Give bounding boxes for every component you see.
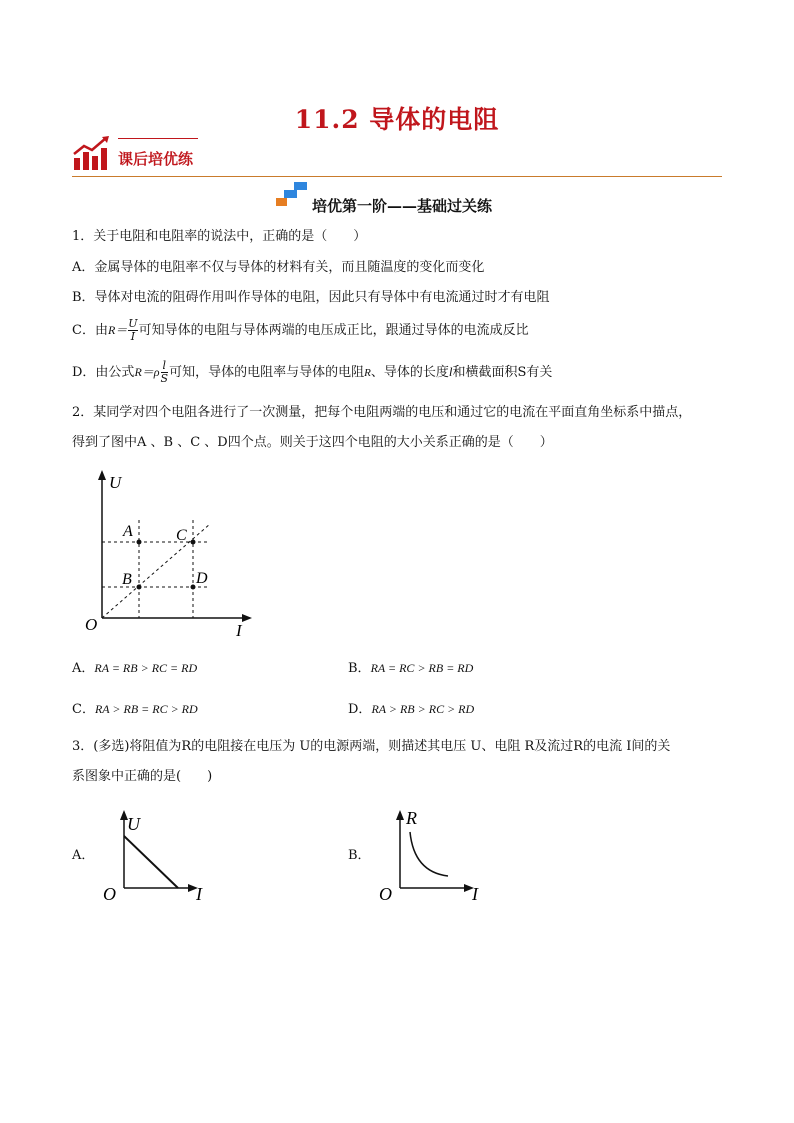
origin-label: O — [379, 884, 392, 904]
q1-option-d-l: l — [448, 364, 453, 379]
point-d — [191, 585, 196, 590]
origin-label: O — [85, 615, 98, 634]
q3-option-a-label: A． — [72, 848, 95, 863]
q2-option-a-math: RA = RB > RC = RD — [94, 661, 198, 675]
q1-option-d-text3: 和横截面积S有关 — [452, 365, 553, 380]
q3-stem-line1: 3．(多选)将阻值为R的电阻接在电压为 U的电源两端，则描述其电压 U、电阻 R及流过R的电流 I间的关 — [72, 739, 671, 754]
guide-diagonal — [102, 524, 210, 618]
x-axis-label: I — [472, 884, 478, 904]
point-d-label: D — [196, 570, 208, 587]
q2-option-d-math: RA > RB > RC > RD — [371, 702, 475, 716]
q2-ui-graph — [80, 468, 260, 640]
q2-stem-line2: 得到了图中A 、B 、C 、D四个点。则关于这四个电阻的大小关系正确的是（ ） — [72, 435, 553, 450]
q2-option-d-letter: D． — [348, 702, 372, 717]
fraction-denominator: I — [128, 330, 137, 343]
x-axis-label: I — [196, 884, 202, 904]
point-c — [191, 540, 196, 545]
q2-option-c-letter: C． — [72, 702, 95, 717]
y-axis-arrow-icon — [98, 470, 106, 480]
fraction-denominator: S — [160, 372, 169, 385]
q1-option-d — [72, 360, 552, 385]
section-title: 培优第一阶——基础过关练 — [312, 197, 493, 215]
y-axis-label: U — [127, 814, 140, 834]
q1-option-c — [72, 318, 529, 343]
point-b-label: B — [122, 571, 132, 588]
x-axis-label: I — [236, 621, 242, 640]
q2-option-c-math: RA > RB = RC > RD — [94, 702, 198, 716]
graph-line — [124, 836, 178, 888]
q1-option-c-prefix: C．由 — [72, 323, 108, 338]
header-accent-line — [118, 138, 198, 139]
q1-option-a: A．金属导体的电阻率不仅与导体的材料有关，而且随温度的变化而变化 — [72, 260, 485, 275]
q2-option-b-letter: B． — [348, 661, 371, 676]
point-a — [137, 540, 142, 545]
q1-option-d-text2: 、导体的长度 — [370, 365, 449, 380]
q1-option-c-fraction — [128, 318, 137, 343]
q2-option-c — [72, 700, 198, 719]
y-axis-arrow-icon — [396, 810, 404, 820]
y-axis-label: R — [406, 808, 417, 828]
point-c-label: C — [176, 527, 187, 544]
q1-option-d-lhs: R＝ρ — [134, 365, 160, 379]
q3-graph-b — [376, 808, 486, 904]
header-label: 课后培优练 — [118, 150, 194, 168]
q1-option-c-text: 可知导体的电阻与导体两端的电压成正比，跟通过导体的电流成反比 — [138, 323, 529, 338]
q1-option-c-lhs: R＝ — [107, 323, 128, 337]
q2-option-b — [348, 659, 473, 678]
header-divider — [72, 176, 722, 177]
point-b — [137, 585, 142, 590]
q3-option-b-label: B． — [348, 848, 371, 863]
fraction-numerator: U — [128, 317, 138, 330]
graph-curve — [410, 832, 448, 876]
y-axis-label: U — [109, 473, 122, 492]
q1-stem: 1．关于电阻和电阻率的说法中，正确的是（ ） — [72, 229, 367, 244]
q2-option-d — [348, 700, 474, 719]
q2-stem-line1: 2．某同学对四个电阻各进行了一次测量，把每个电阻两端的电压和通过它的电流在平面直角坐标系中描点， — [72, 405, 692, 420]
q2-option-a — [72, 659, 197, 678]
q1-option-d-fraction — [161, 360, 169, 385]
stairs-icon — [276, 181, 310, 207]
q3-stem-line2: 系图象中正确的是( ) — [72, 769, 213, 784]
q1-option-b: B．导体对电流的阻碍作用叫作导体的电阻，因此只有导体中有电流通过时才有电阻 — [72, 290, 550, 305]
q3-graph-a — [100, 808, 210, 904]
page-title: 11.2 导体的电阻 — [294, 105, 500, 134]
origin-label: O — [103, 884, 116, 904]
x-axis-arrow-icon — [242, 614, 252, 622]
fraction-numerator: l — [162, 359, 167, 372]
q1-option-d-r: R — [364, 367, 371, 379]
q2-option-a-letter: A． — [72, 661, 95, 676]
q1-option-d-prefix: D．由公式 — [72, 365, 135, 380]
chart-logo-icon — [72, 136, 112, 172]
q2-option-b-math: RA = RC > RB = RD — [370, 661, 474, 675]
q1-option-d-text1: 可知，导体的电阻率与导体的电阻 — [169, 365, 365, 380]
point-a-label: A — [123, 523, 133, 540]
